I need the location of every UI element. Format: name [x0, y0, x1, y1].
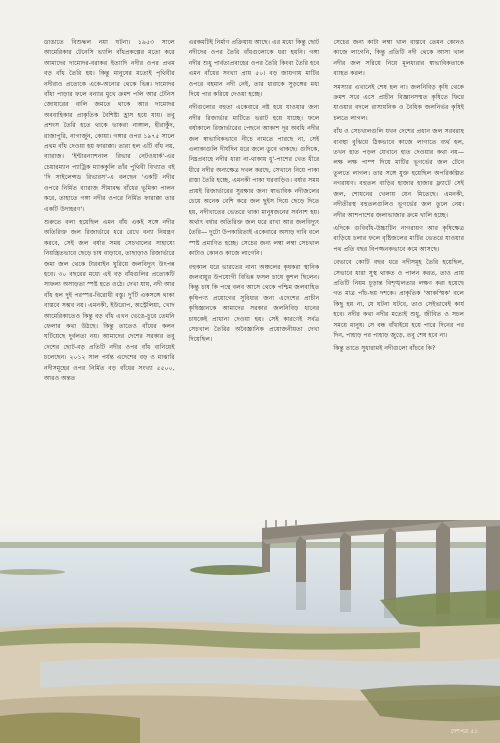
- article-column-2: [189, 38, 320, 593]
- paragraph: সমস্যার এখানেই শেষ হল না। জলনিবিড় কৃষি থেকে ক্রমশ সরে এসে প্রাচীন বিজ্ঞানসম্মত কৃষিতে ফিরে যাওয়ার বদলে রাসায়নিক ও বৈধিক জলনির্ভর কৃষিই চলতে লাগল।: [333, 83, 464, 122]
- river-bridge-photo: [0, 520, 500, 743]
- paragraph: এরকমটিই নির্মাণ প্রক্রিয়ায় আছে। এর মধ্যে কিন্তু ছোট নদীদের ওপর তৈরি বাঁধগুলোকে ধরা হয়নি। গঙ্গা নদীর শুধু পার্বত্যপ্রবাহের ওপর তৈরি কিংবা তৈরি হবে এমন বাঁধের সংখ্যা প্রায় ৫০। বড় জায়গায় মাটির ওপরে বহমান নদী নেই, তার ধারাকে সুড়ঙ্গের মধ্য দিয়ে পার করিয়ে দেওয়া হচ্ছে।: [188, 39, 320, 99]
- article-column-1: [44, 38, 175, 593]
- river-photo-illustration: [0, 520, 500, 743]
- paragraph: বাঁধ ও সেচখালগুলি যখন দেশের প্রধান জল সরবরাহ ব্যবস্থা বুঝিয়ে ঠিকভাবে কাজে লাগাতে ব্যর্থ হল, তখন হাত পড়ল যেখানে হাত দেওয়ার কথা নয়— লক্ষ লক্ষ পাম্প দিয়ে মাটির ভূগর্ভের জল টেনে তুলতে লাগল। তার সঙ্গে যুক্ত হয়েছিল অপরিকল্পিত নগরায়ণ। বহুতল বাড়ির হাজার হাজার ফ্ল্যাটে সেই জল, শোধনের খেলায় যেন মিতেছে। এমনকী, নদীতীরস্থ বহুতলগুলিও ভূগর্ভের জল তুলে নেয়। নদীর আশপাশের জলাভাজার ক্রমে খালি হচ্ছে।: [333, 128, 464, 219]
- paragraph: শুরুতে বলা হয়েছিল এমন বাঁধ একই সঙ্গে নদীর অতিরিক্ত জল রিজার্ভারে ধরে রেখে বন্যা নিয়ন্ত্রণ করবে, সেই জল বর্ষার সময় সেচখালের সাহায্যে নিয়ন্ত্রিতভাবে ছেড়ে চাষ বাড়াবে, তাছাড়াও রিজার্ভারে জমা জল থেকে টারবাইন ঘুরিয়ে জলবিদ্যুৎ উৎপন্ন হবে। ৩০ বছরের মধ্যে এই বড় বাঁধগুলির প্রত্যেকটি সাফল্য অসাড়তা স্পষ্ট হতে ওঠে। দেখা যায়, নদী আর বাঁধ হল দুই পরস্পর-বিরোধী বস্তু। দু'টি একসঙ্গে থাকা বাস্তবে সম্ভব নয়। এমনকী, ইউরোপ, অস্ট্রেলিয়া, খোদ আমেরিকাতেও কিন্তু বড় বাঁধ এখন ভেঙে-চুরে তেমনি ফেলার কথা উঠছে। কিন্তু তাতেও বাঁধের কলন ঘটিয়েছে দুর্বলতা নয়। আমাদের দেশের সরকার তবু দেশের ছোট-বড় প্রতিটি নদীর ওপর বাঁধ বানিয়েই চলেছেন। ২০১২ সাল পর্যন্ত এদেশের বড় ও মাঝারি নদীসমূহের ওপর নির্মিত বড় বাঁধের সংখ্যা ৫৫০০, আরও অন্তত: [44, 218, 175, 382]
- foreground-scrub: [360, 685, 500, 722]
- paragraph: বহুকাল ধরে ভারতের নানা অঞ্চলের কৃষকরা স্থানিক জলবায়ুর উপযোগী বিভিন্ন ফসল চাষে কুশল ছিলেন। কিন্তু চাষ কি পন্থে বলব আসে থেকে পশ্চিম জলবাহিত কৃষিপণ্য প্রয়োগের সুবিধার জন্য এদেশের প্রাচীন কৃষিজ্ঞানকে আমাদের সরকার জলনিবিড় ধানের চাষকেই প্রাধান্য দেওয়া হয়। সেই কারণেই সর্বত্র সেচখাল তৈরির অবৈজ্ঞানিক প্রয়োজনীয়তা দেখা দিয়েছিল।: [188, 263, 320, 344]
- paragraph: নদীগুলোর বহুতা একেবারে নষ্ট হয়ে যাওয়ার জন্য নদীর রিজার্ভার মাটিতে ভরাট হয়ে যাচ্ছে। ফলে বর্ষাকালে রিজার্ভারের পেছনে আকাশ দূর অবধি নদীর জল স্বাভাবিকভাবে নীচে নামতে পারছে না, সেই এলাকাগুলি দীর্ঘদিন ধরে জলে ডুবে থাকছে। গুদিকে, নিম্নপ্রবাহে নদীর ধারা না-থাকায় ধু'-পাশের খেত ধীরে ধীরে নদীর অন্যক্ষেত্র দখল করছে, সেখানে নিয়ে পাকা রাস্তা তৈরি হচ্ছে, এমনকী পাকা ঘরবাড়িও। বর্ষার সময় প্রায়ই রিজার্ভারের সুরক্ষার জন্য স্বাভাবিক নদীজলের চেয়ে অনেক বেশি করে জল ছুইস দিয়ে ছেড়ে দিতে হয়, নদীখাতের ভেতরে থাকা মানুষজনের সর্বনাশ হয়। অর্থাৎ বর্ষার অতিরিক্ত জল ধরে রাখা আর জলবিদ্যুৎ তৈরি— দুটো উপকারিতাই একেবারে অসাড় দাবি বলে স্পষ্ট প্রমাণিত হচ্ছে। সেচের জন্য লম্বা লম্বা সেচখাল কাটাও কোনও কাজে লাগেনি।: [188, 104, 320, 258]
- grass-island: [190, 565, 270, 575]
- page-number: দেশপত্র ৫১: [450, 728, 478, 735]
- foreground-scrub: [0, 712, 140, 743]
- paragraph: কিন্তু তাতে সুধারামই নদীগুলো বাঁচবে কি?: [333, 345, 436, 353]
- article-column-3: [333, 38, 464, 593]
- article-body: [44, 38, 464, 593]
- paragraph: ডাঙাতে বিশুদ্ধল নয়া ঘটনা। ১৯৫৩ সালে আমেরিকার টেনেসি ভ্যালি বাঁধপ্রকল্পের মতো করে আমাদের দামোদর-বরাকর ইত্যাদি নদীর ওপর প্রথম বড় বাঁধ তৈরি হয়। কিন্তু মানুষের মতোই পৃথিবীর নদীরাও প্রত্যেকে একে-অন্যের থেকে ভিন্ন। দামোদর বাঁধা পাড়ার ফলে বন্যার মুখে ক্রমশ পলি আর টেনিস জোয়ারের বালি জমতে থাকে আর দামোদর অববাহিকার প্রাকৃতিক বৈশিষ্ট্য হ্রাস হয়ে যায়। তবু প্রশংস তৈরি হতে থাকে ভাকরা নাঙ্গাল, হীরাকুঁদ, রাজাপুরি, নাগার্জুন, কোয়া। গঙ্গার ওপর ১৯৭৫ সালে প্রথম বাঁধ দেওয়া হয় ফারাক্কা। তারা হল এটি বাঁধ নয়, ব্যারাজ। 'ইন্টারন্যাশনাল রিভার নেটওয়ার্ক'-এর চেয়ারম্যান প্যাট্রিক ম্যাককুলি তাঁর পুথিবী বিখ্যাত বই 'দি সাইলেন্সড রিভারস'-এ বলছেন 'একটি নদীর ওপরে নির্মিত ব্যারাজ সীমাবদ্ধ বাঁধের ভূমিকা পালন করে, তাহাতে গঙ্গা নদীর ওপরে নির্মিত ফারাক্কা তার একটি উদাহরণ'।: [44, 39, 175, 213]
- paragraph: বেভাবে কোটি বছর ধরে নদীসমূহ তৈরি হয়েছিল, সেভাবে ধারা সুস্থ থাকত ও পালন করত, তাও প্রায় প্রতিটি নিয়ম চূড়ান্ত বিশৃঙ্খলতার লক্ষণ করা হয়েছে গত মাত্র পাঁচ-ছয় দশকে। প্রাকৃতিক 'আকস্মিক' বলে কিছু হয় না, যে ঘটনা ঘটবে, তাও সেইভাবেই কার্য হবে। নদীর কথা নদীর মতোই শুধু, জীবিত ও সচল সময়ে মানুষ। সে বন্ধ বাঁধাইয়ে হয়ে পারে দিনের পর দিন, পাহাড় পর পাহাড় জুড়ে, তবু শেষ হবে না।: [333, 259, 464, 339]
- paragraph: এদিকে গুবিবাঁধ-উচ্চাটিন নাগরায়ণ আর কৃষিক্ষেত্র বাড়িয়ে চলার ফলে বৃষ্টিজলের মাটির ভেতরে যাওয়ার পথ প্রতি বছর বিপজ্জনকভাবে কমে আসছে।: [333, 224, 464, 253]
- paragraph: সেচের জন্য কাটা লম্বা খাল বাস্তবে তেমন কোনও কাজে লাগেনি, কিন্তু প্রতিটি নদী থেকে আসা খাল নদীর জল সরিয়ে নিয়ে মূলধারার স্বাভাবিকতাকে ব্যাহত করল।: [333, 39, 464, 78]
